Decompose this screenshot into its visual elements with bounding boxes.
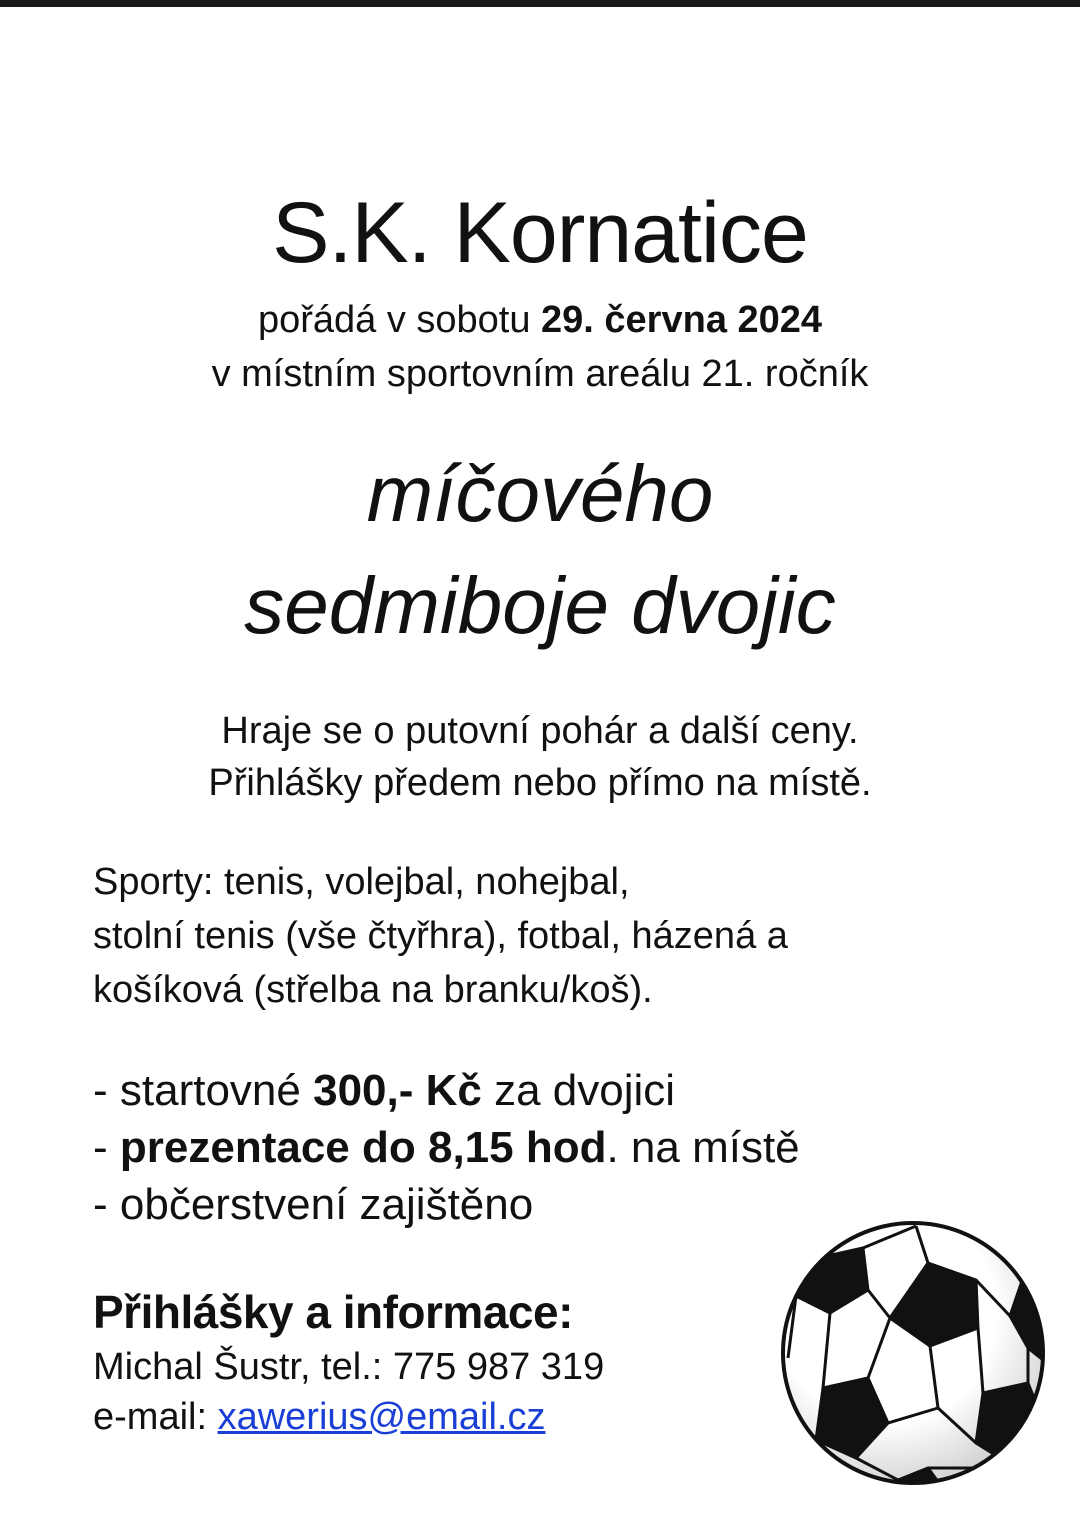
sports-line-2: stolní tenis (vše čtyřhra), fotbal, házená a <box>93 915 788 957</box>
event-date: 29. června 2024 <box>541 299 823 341</box>
soccer-ball-icon <box>778 1218 1048 1488</box>
fee-amount: 300,- Kč <box>313 1066 482 1115</box>
intro-text: pořádá v sobotu <box>257 299 542 341</box>
registration-suffix: . na místě <box>606 1123 800 1172</box>
sports-line-1-text: tenis, volejbal, nohejbal, <box>213 861 630 903</box>
registration-info: Přihlášky předem nebo přímo na místě. <box>208 762 872 804</box>
registration-line <box>93 1119 993 1176</box>
registration-prefix: - <box>93 1123 120 1172</box>
event-details <box>93 1062 993 1233</box>
fee-prefix: - startovné <box>93 1066 314 1115</box>
fee-line <box>93 1062 993 1119</box>
fee-suffix: za dvojici <box>481 1066 676 1115</box>
event-name-line-1: míčového <box>366 449 714 538</box>
sports-line-3: košíková (střelba na branku/koš). <box>93 969 653 1011</box>
intro-line-1 <box>0 296 1080 344</box>
registration-time: prezentace do 8,15 hod <box>119 1123 607 1172</box>
contact-heading: Přihlášky a informace: <box>93 1286 573 1338</box>
prize-info: Hraje se o putovní pohár a další ceny. <box>221 710 859 752</box>
email-label: e-mail: <box>93 1396 218 1438</box>
club-title: S.K. Kornatice <box>272 185 808 281</box>
intro-line-2: v místním sportovním areálu 21. ročník <box>211 353 869 395</box>
contact-person: Michal Šustr, tel.: 775 987 319 <box>93 1346 605 1388</box>
top-border-bar <box>0 0 1080 7</box>
sports-label: Sporty: <box>93 861 214 903</box>
contact-email-line <box>93 1392 545 1442</box>
email-link[interactable]: xawerius@email.cz <box>217 1396 546 1438</box>
sports-line-1 <box>93 855 993 909</box>
sports-list <box>93 855 993 1017</box>
event-name-line-2: sedmiboje dvojic <box>244 561 836 650</box>
refreshments-line: - občerstvení zajištěno <box>93 1180 534 1229</box>
